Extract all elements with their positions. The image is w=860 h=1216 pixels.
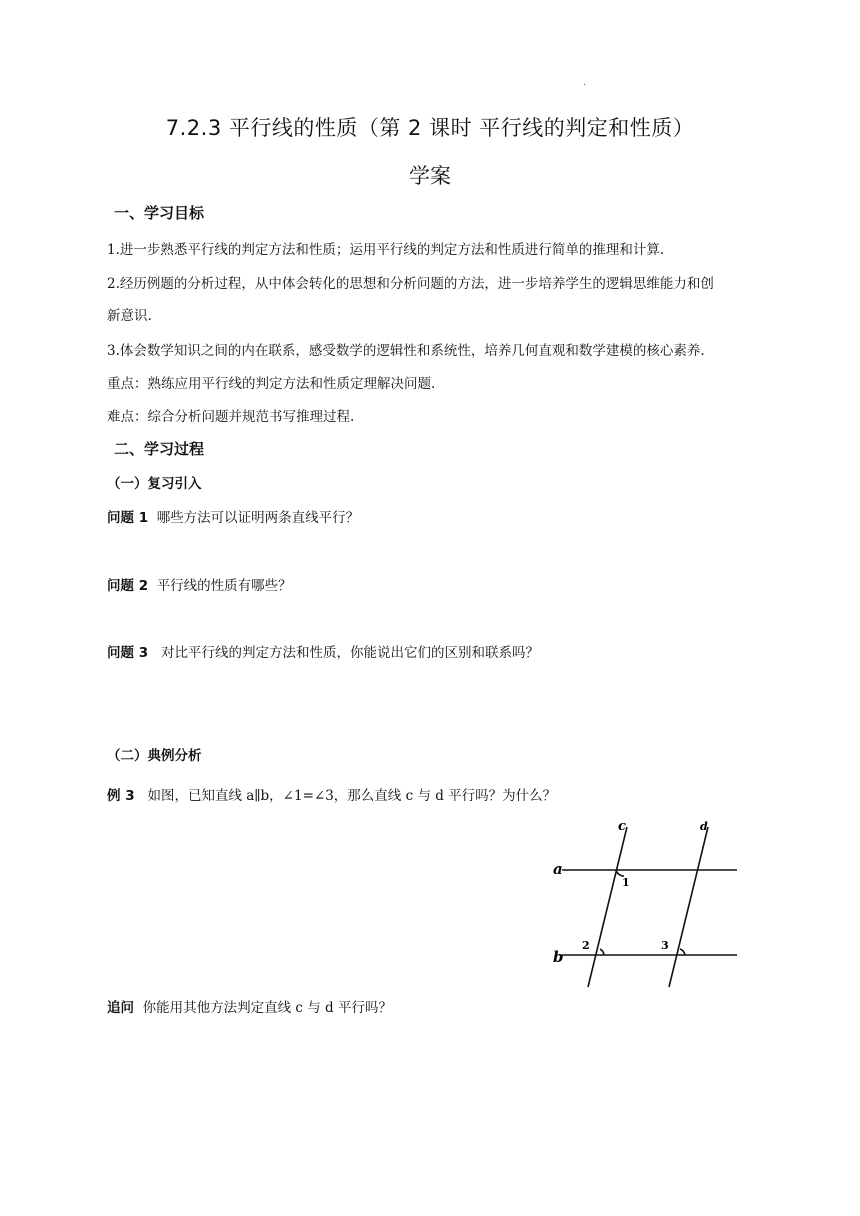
question-3-label: 问题 3 xyxy=(107,645,149,661)
label-b: b xyxy=(553,948,564,966)
label-a: a xyxy=(553,860,563,878)
example-heading: （二）典例分析 xyxy=(107,748,202,764)
question-2 xyxy=(107,574,292,594)
line-c xyxy=(588,827,627,987)
question-1-label: 问题 1 xyxy=(107,510,149,526)
question-3 xyxy=(107,641,539,661)
label-c: c xyxy=(618,819,626,834)
goal-1: 1.进一步熟悉平行线的判定方法和性质；运用平行线的判定方法和性质进行简单的推理和计算. xyxy=(107,242,665,258)
question-2-text: 平行线的性质有哪些？ xyxy=(156,578,292,594)
label-d: d xyxy=(700,820,708,833)
question-1 xyxy=(107,506,359,526)
page-subtitle: 学案 xyxy=(409,164,451,188)
line-d xyxy=(669,827,708,987)
question-3-text: 对比平行线的判定方法和性质，你能说出它们的区别和联系吗？ xyxy=(160,645,539,661)
question-2-label: 问题 2 xyxy=(107,578,149,594)
goal-2-line-2: 新意识. xyxy=(107,308,152,324)
goals-heading: 一、学习目标 xyxy=(114,204,205,222)
follow-up-text: 你能用其他方法判定直线 c 与 d 平行吗？ xyxy=(142,1000,392,1016)
review-heading: （一）复习引入 xyxy=(107,476,202,492)
example-3 xyxy=(107,784,556,804)
difficulty: 难点：综合分析问题并规范书写推理过程. xyxy=(107,409,355,425)
goal-3: 3.体会数学知识之间的内在联系，感受数学的逻辑性和系统性，培养几何直观和数学建模的核心素养. xyxy=(107,343,705,359)
page-title: 7.2.3 平行线的性质（第 2 课时 平行线的判定和性质） xyxy=(165,116,695,140)
goal-2-line-1: 2.经历例题的分析过程，从中体会转化的思想和分析问题的方法，进一步培养学生的逻辑思维能力和创 xyxy=(107,276,714,292)
angle-1-label: 1 xyxy=(622,876,630,889)
question-1-text: 哪些方法可以证明两条直线平行？ xyxy=(156,510,360,526)
header-dot: · xyxy=(583,80,587,91)
angle-3-label: 3 xyxy=(661,939,669,952)
example-3-label: 例 3 xyxy=(107,788,135,804)
angle-2-label: 2 xyxy=(582,939,590,952)
key-point: 重点：熟练应用平行线的判定方法和性质定理解决问题. xyxy=(107,376,436,392)
process-heading: 二、学习过程 xyxy=(114,440,205,458)
parallel-lines-figure xyxy=(540,815,750,995)
follow-up-question xyxy=(107,996,392,1016)
angle-3-arc xyxy=(680,949,685,955)
angle-2-arc xyxy=(600,949,604,955)
example-3-text: 如图，已知直线 a∥b，∠1=∠3，那么直线 c 与 d 平行吗？为什么？ xyxy=(147,788,557,804)
follow-up-label: 追问 xyxy=(107,1000,134,1016)
